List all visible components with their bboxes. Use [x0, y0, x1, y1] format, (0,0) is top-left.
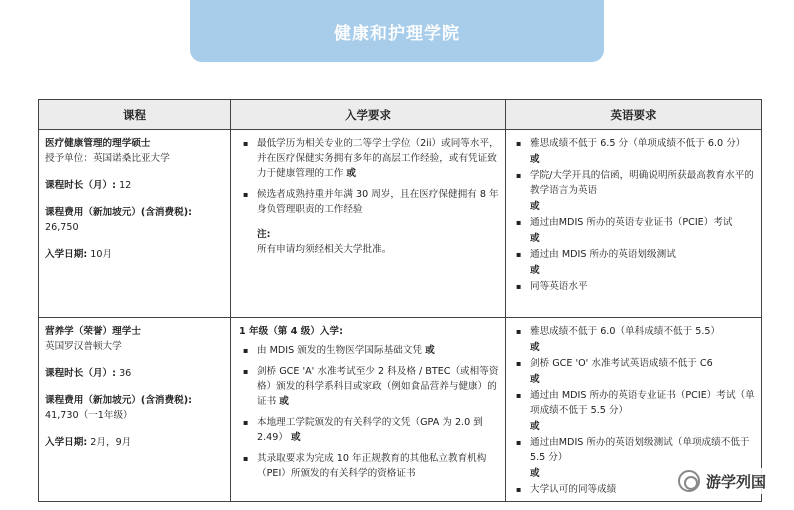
list-item: ▪ 同等英语水平: [512, 279, 755, 294]
list-item: ▪ 本地理工学院颁发的有关科学的文凭（GPA 为 2.0 到 2.49） 或: [239, 415, 499, 445]
intake-value: 10月: [90, 249, 113, 260]
header-entry: 入学要求: [231, 100, 506, 130]
header-english: 英语要求: [506, 100, 762, 130]
fee-label: 课程费用（新加坡元）(含消费税):: [45, 207, 192, 218]
or-label: 或: [530, 154, 540, 165]
note-text: 所有申请均须经相关大学批准。: [257, 244, 392, 255]
watermark-text: 游学列国: [705, 472, 766, 491]
list-item: ▪ 剑桥 GCE 'O' 水准考试英语成绩不低于 C6: [512, 356, 755, 371]
duration-value: 12: [119, 180, 132, 191]
fee-value: 26,750: [45, 222, 79, 233]
or-label: 或: [530, 265, 540, 276]
fee-label: 课程费用（新加坡元）(含消费税):: [45, 395, 192, 406]
list-item: ▪ 雅思成绩不低于 6.5 分（单项成绩不低于 6.0 分）: [512, 136, 755, 151]
or-label: 或: [530, 233, 540, 244]
list-item: ▪ 学院/大学开具的信函，明确说明所获最高教育水平的教学语言为英语: [512, 168, 755, 198]
list-item: ▪ 由 MDIS 颁发的生物医学国际基础文凭 或: [239, 343, 499, 358]
watermark: [674, 468, 770, 494]
course-name: 营养学（荣誉）理学士: [45, 326, 141, 337]
list-item: ▪ 通过由 MDIS 所办的英语专业证书（PCIE）考试（单项成绩不低于 5.5 分）: [512, 388, 755, 418]
table-row: [39, 130, 762, 318]
fee-value: 41,730（一1年级）: [45, 410, 133, 421]
list-item: ▪ 通过由MDIS 所办的英语划级测试（单项成绩不低于 5.5 分）: [512, 435, 755, 465]
list-item: ▪ 候选者成熟持重并年满 30 周岁，且在医疗保健拥有 8 年身负管理职责的工作经验: [239, 187, 499, 217]
table-row: [39, 318, 762, 502]
intake-label: 入学日期:: [45, 437, 88, 448]
list-item: ▪ 大学认可的同等成绩: [512, 482, 755, 497]
list-item: ▪ 雅思成绩不低于 6.0（单科成绩不低于 5.5）: [512, 324, 755, 339]
entry-cell: [231, 130, 506, 318]
course-cell: [39, 318, 231, 502]
or-label: 或: [530, 468, 540, 479]
or-label: 或: [530, 421, 540, 432]
course-cell: [39, 130, 231, 318]
english-cell: [506, 130, 762, 318]
awarding-body: 授予单位：英国诺桑比亚大学: [45, 153, 170, 164]
course-name: 医疗健康管理的理学硕士: [45, 138, 151, 149]
wechat-logo-icon: [678, 470, 700, 492]
list-item: ▪ 通过由 MDIS 所办的英语划级测试: [512, 247, 755, 262]
or-label: 或: [530, 342, 540, 353]
list-item: ▪ 其录取要求为完成 10 年正规教育的其他私立教育机构（PEI）所颁发的有关科学的资格证书: [239, 451, 499, 481]
list-item: ▪ 最低学历为相关专业的二等学士学位（2ii）或同等水平，并在医疗保健实务拥有多年的高层工作经验，或有凭证致力于健康管理的工作 或: [239, 136, 499, 181]
or-label: 或: [530, 374, 540, 385]
duration-value: 36: [119, 368, 132, 379]
awarding-body: 英国罗汉普顿大学: [45, 341, 122, 352]
intake-value: 2月，9月: [90, 437, 132, 448]
entry-cell: [231, 318, 506, 502]
header-course: 课程: [39, 100, 231, 130]
banner-title: 健康和护理学院: [334, 23, 460, 44]
list-item: ▪ 通过由MDIS 所办的英语专业证书（PCIE）考试: [512, 215, 755, 230]
or-label: 或: [530, 201, 540, 212]
table-header-row: [39, 100, 762, 130]
requirements-table: [38, 99, 762, 502]
year-entry-heading: 1 年级（第 4 级）入学:: [239, 326, 343, 337]
section-banner: [190, 0, 604, 62]
list-item: ▪ 剑桥 GCE 'A' 水准考试至少 2 科及格 / BTEC（或相等资格）颁发的科学系科目或家政（例如食品营养与健康）的证书 或: [239, 364, 499, 409]
note-label: 注:: [257, 229, 271, 240]
duration-label: 课程时长（月）:: [45, 180, 116, 191]
duration-label: 课程时长（月）:: [45, 368, 116, 379]
intake-label: 入学日期:: [45, 249, 88, 260]
